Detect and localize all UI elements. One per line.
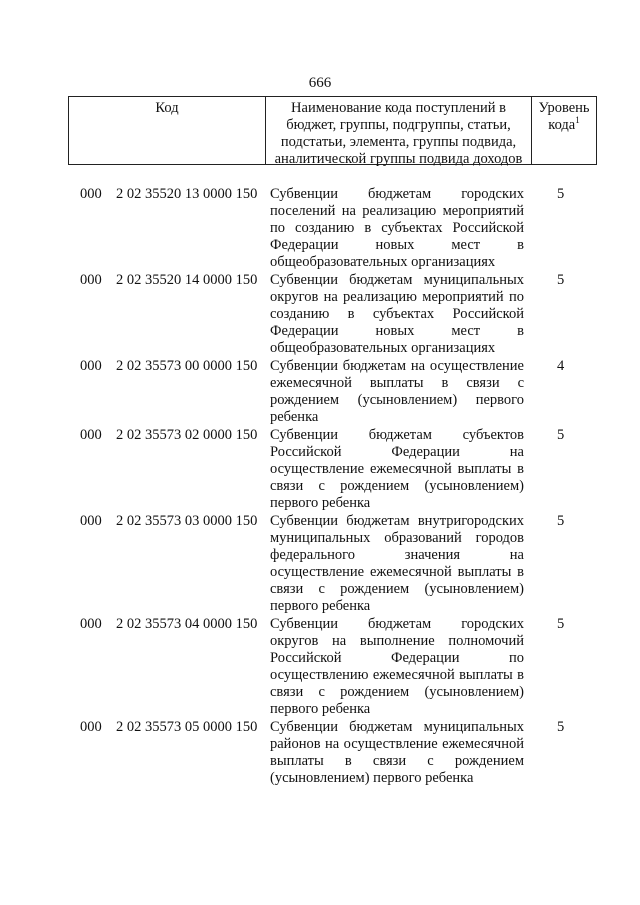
revenue-description bbox=[270, 513, 524, 615]
description-line: Субвенции бюджетам городских bbox=[270, 616, 524, 632]
description-line: округов на выполнение полномочий bbox=[270, 633, 524, 649]
revenue-code: 2 02 35573 02 0000 150 bbox=[116, 427, 258, 443]
description-line: Субвенции бюджетам субъектов bbox=[270, 427, 524, 443]
description-line: по созданию в субъектах Российской bbox=[270, 220, 524, 236]
footnote-marker: 1 bbox=[575, 115, 580, 126]
description-line: связи с рождением (усыновлением) bbox=[270, 581, 524, 597]
table-row bbox=[0, 186, 640, 271]
description-line: районов на осуществление ежемесячной bbox=[270, 736, 524, 752]
description-line: муниципальных образований городов bbox=[270, 530, 524, 546]
description-line: поселений на реализацию мероприятий bbox=[270, 203, 524, 219]
header-name bbox=[266, 97, 532, 167]
table-row bbox=[0, 616, 640, 718]
description-line: Федерации новых мест в bbox=[270, 323, 524, 339]
header-level-word: кода bbox=[548, 117, 576, 133]
description-line: первого ребенка bbox=[270, 701, 371, 717]
revenue-code: 2 02 35573 05 0000 150 bbox=[116, 719, 258, 735]
revenue-code: 2 02 35573 00 0000 150 bbox=[116, 358, 258, 374]
revenue-description bbox=[270, 427, 524, 512]
description-line: связи с рождением (усыновлением) bbox=[270, 684, 524, 700]
revenue-code: 2 02 35520 13 0000 150 bbox=[116, 186, 258, 202]
header-name-line: аналитической группы подвида доходов bbox=[274, 151, 523, 167]
admin-code: 000 bbox=[80, 358, 102, 374]
code-level: 5 bbox=[557, 427, 565, 443]
description-line: первого ребенка bbox=[270, 598, 371, 614]
description-line: ежемесячной выплаты в связи с bbox=[270, 375, 524, 391]
table-row bbox=[0, 272, 640, 357]
admin-code: 000 bbox=[80, 427, 102, 443]
description-line: Российской Федерации по bbox=[270, 650, 524, 666]
header-level bbox=[532, 97, 596, 164]
description-line: (усыновлением) первого ребенка bbox=[270, 770, 474, 786]
header-level-line2 bbox=[532, 117, 596, 134]
description-line: Субвенции бюджетам на осуществление bbox=[270, 358, 524, 374]
code-level: 5 bbox=[557, 186, 565, 202]
description-line: первого ребенка bbox=[270, 495, 371, 511]
description-line: Федерации новых мест в bbox=[270, 237, 524, 253]
description-line: Субвенции бюджетам муниципальных bbox=[270, 719, 524, 735]
revenue-description bbox=[270, 616, 524, 718]
description-line: федерального значения на bbox=[270, 547, 524, 563]
description-line: Субвенции бюджетам внутригородских bbox=[270, 513, 524, 529]
revenue-code: 2 02 35573 03 0000 150 bbox=[116, 513, 258, 529]
description-line: Российской Федерации на bbox=[270, 444, 524, 460]
description-line: осуществление ежемесячной выплаты в bbox=[270, 564, 524, 580]
description-line: осуществление ежемесячной выплаты в bbox=[270, 461, 524, 477]
revenue-description bbox=[270, 186, 524, 271]
description-line: выплаты в связи с рождением bbox=[270, 753, 524, 769]
header-name-line: Наименование кода поступлений в bbox=[291, 100, 506, 116]
code-level: 5 bbox=[557, 513, 565, 529]
code-level: 4 bbox=[557, 358, 565, 374]
table-row bbox=[0, 513, 640, 615]
page-number: 666 bbox=[308, 75, 332, 91]
code-level: 5 bbox=[557, 616, 565, 632]
table-header bbox=[68, 96, 597, 165]
table-body bbox=[0, 186, 640, 788]
header-code: Код bbox=[69, 97, 266, 164]
revenue-code: 2 02 35520 14 0000 150 bbox=[116, 272, 258, 288]
admin-code: 000 bbox=[80, 272, 102, 288]
description-line: ребенка bbox=[270, 409, 319, 425]
revenue-description bbox=[270, 719, 524, 787]
admin-code: 000 bbox=[80, 186, 102, 202]
description-line: Субвенции бюджетам городских bbox=[270, 186, 524, 202]
description-line: рождением (усыновлением) первого bbox=[270, 392, 524, 408]
description-line: Субвенции бюджетам муниципальных bbox=[270, 272, 524, 288]
code-level: 5 bbox=[557, 719, 565, 735]
description-line: связи с рождением (усыновлением) bbox=[270, 478, 524, 494]
revenue-description bbox=[270, 358, 524, 426]
description-line: созданию в субъектах Российской bbox=[270, 306, 524, 322]
admin-code: 000 bbox=[80, 616, 102, 632]
description-line: общеобразовательных организациях bbox=[270, 340, 496, 356]
admin-code: 000 bbox=[80, 719, 102, 735]
header-level-line1: Уровень bbox=[538, 100, 590, 116]
table-row bbox=[0, 358, 640, 426]
table-row bbox=[0, 719, 640, 787]
revenue-description bbox=[270, 272, 524, 357]
header-name-line: подстатьи, элемента, группы подвида, bbox=[280, 134, 517, 150]
header-name-line: бюджет, группы, подгруппы, статьи, bbox=[286, 117, 511, 133]
table-row bbox=[0, 427, 640, 512]
revenue-code: 2 02 35573 04 0000 150 bbox=[116, 616, 258, 632]
description-line: округов на реализацию мероприятий по bbox=[270, 289, 524, 305]
admin-code: 000 bbox=[80, 513, 102, 529]
code-level: 5 bbox=[557, 272, 565, 288]
description-line: осуществлению ежемесячной выплаты в bbox=[270, 667, 524, 683]
description-line: общеобразовательных организациях bbox=[270, 254, 496, 270]
